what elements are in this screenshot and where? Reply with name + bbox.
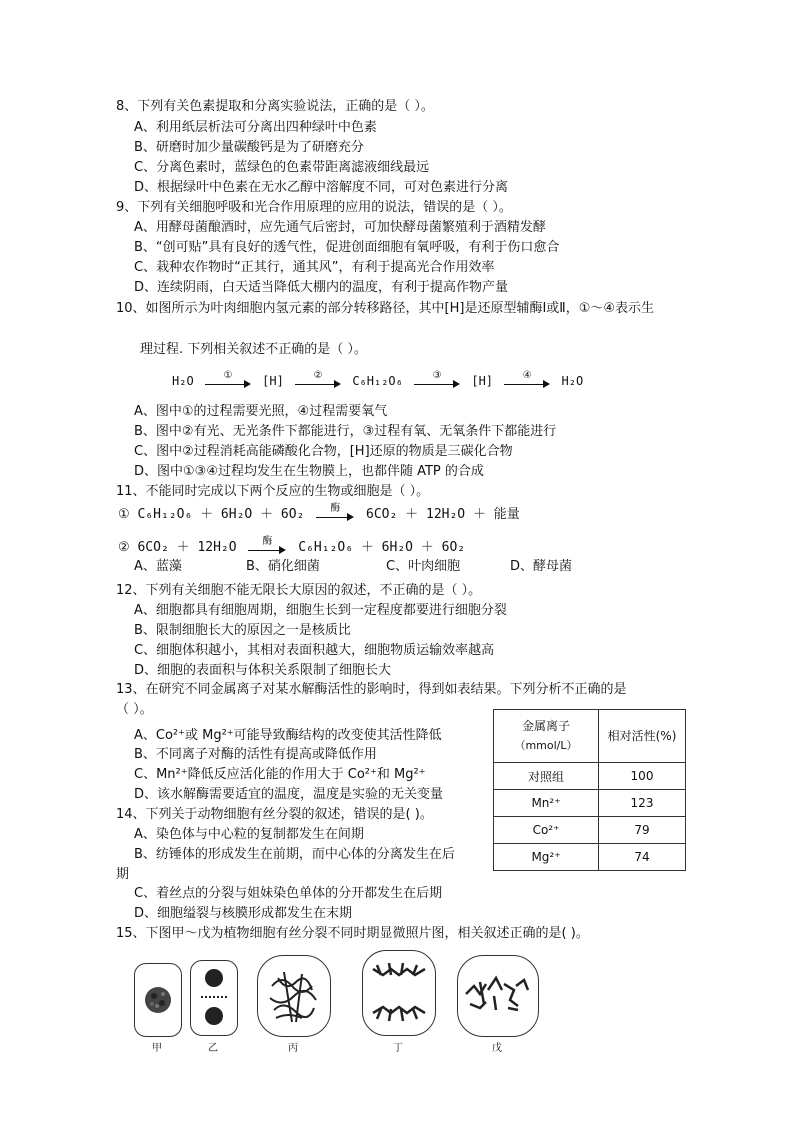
q12-stem: 12、下列有关细胞不能无限长大原因的叙述，不正确的是（ ）。	[116, 583, 482, 598]
anaphase-chromosomes-icon	[363, 951, 435, 1035]
eq2-products: C₆H₁₂O₆ ＋ 6H₂O ＋ 6O₂	[298, 540, 466, 555]
q11-equation-2	[118, 536, 465, 555]
label-bing: 丙	[288, 1043, 298, 1054]
eq1-reactants: C₆H₁₂O₆ ＋ 6H₂O ＋ 6O₂	[137, 507, 305, 522]
q11-option-a: A、蓝藻	[134, 559, 182, 574]
metaphase-chromosomes-icon	[458, 956, 538, 1036]
table-cell-ion: Co²⁺	[494, 817, 599, 844]
q10-option-c: C、图中②过程消耗高能磷酸化合物，[H]还原的物质是三碳化合物	[134, 444, 513, 459]
eq2-number: ②	[118, 540, 130, 555]
q8-stem: 8、下列有关色素提取和分离实验说法，正确的是（ ）。	[116, 99, 434, 114]
eq1-arrow	[316, 502, 354, 522]
pathway-node-h-2: [H]	[471, 374, 494, 388]
q9-option-a: A、用酵母菌酿酒时，应先通气后密封，可加快酵母菌繁殖利于酒精发酵	[134, 220, 546, 235]
micrograph-wu	[457, 955, 539, 1037]
q11-stem: 11、不能同时完成以下两个反应的生物或细胞是（ ）。	[116, 484, 430, 499]
q13-option-b: B、不同离子对酶的活性有提高或降低作用	[134, 747, 377, 762]
table-header-ion	[494, 710, 599, 763]
q13-option-a: A、Co²⁺或 Mg²⁺可能导致酶结构的改变使其活性降低	[134, 728, 442, 743]
eq1-enzyme-label: 酶	[330, 502, 341, 514]
arrow-label-3: ③	[432, 369, 442, 381]
q11-option-b: B、硝化细菌	[246, 559, 320, 574]
q10-stem-line1: 10、如图所示为叶肉细胞内氢元素的部分转移路径，其中[H]是还原型辅酶Ⅰ或Ⅱ，①～④表示生	[116, 301, 655, 316]
micrograph-ding	[362, 950, 436, 1036]
q11-option-d: D、酵母菌	[510, 559, 573, 574]
pathway-arrow-1	[205, 369, 251, 389]
q14-option-b-line1: B、纺锤体的形成发生在前期，而中心体的分离发生在后	[134, 847, 455, 862]
q12-option-a: A、细胞都具有细胞周期，细胞生长到一定程度都要进行细胞分裂	[134, 603, 507, 618]
pathway-node-h: [H]	[262, 374, 284, 388]
q13-stem-line2: （ ）。	[116, 702, 153, 717]
pathway-node-h2o: H₂O	[172, 374, 194, 388]
telophase-daughter-nuclei-icon	[191, 961, 237, 1035]
table-header-row	[494, 710, 686, 763]
table-cell-ion: Mg²⁺	[494, 844, 599, 871]
q13-option-d: D、该水解酶需要适宜的温度，温度是实验的无关变量	[134, 787, 444, 802]
q8-option-d: D、根据绿叶中色素在无水乙醇中溶解度不同，可对色素进行分离	[134, 180, 509, 195]
table-cell-ion: Mn²⁺	[494, 790, 599, 817]
prophase-chromatin-icon	[258, 956, 330, 1036]
table-row	[494, 763, 686, 790]
eq2-arrow	[248, 535, 286, 555]
header-ion-line1: 金属离子	[521, 719, 570, 733]
eq1-number: ①	[118, 507, 130, 522]
q13-option-c: C、Mn²⁺降低反应活化能的作用大于 Co²⁺和 Mg²⁺	[134, 767, 426, 782]
q12-option-c: C、细胞体积越小，其相对表面积越大，细胞物质运输效率越高	[134, 643, 495, 658]
table-cell-value: 74	[599, 844, 686, 871]
q14-stem: 14、下列关于动物细胞有丝分裂的叙述，错误的是( )。	[116, 807, 433, 822]
micrograph-jia	[134, 963, 182, 1037]
q9-option-d: D、连续阴雨，白天适当降低大棚内的温度，有利于提高作物产量	[134, 280, 509, 295]
q9-option-b: B、“创可贴”具有良好的透气性，促进创面细胞有氧呼吸，有利于伤口愈合	[134, 240, 560, 255]
q8-option-b: B、研磨时加少量碳酸钙是为了研磨充分	[134, 140, 364, 155]
q14-option-a: A、染色体与中心粒的复制都发生在间期	[134, 827, 364, 842]
q9-stem: 9、下列有关细胞呼吸和光合作用原理的应用的说法，错误的是（ ）。	[116, 200, 512, 215]
header-ion-line2: （mmol/L）	[514, 739, 578, 752]
q13-stem-line1: 13、在研究不同金属离子对某水解酶活性的影响时，得到如表结果。下列分析不正确的是	[116, 682, 627, 697]
micrograph-yi	[190, 960, 238, 1036]
q11-option-c: C、叶肉细胞	[386, 559, 461, 574]
q12-option-b: B、限制细胞长大的原因之一是核质比	[134, 623, 351, 638]
micrograph-bing	[257, 955, 331, 1037]
q8-option-a: A、利用纸层析法可分离出四种绿叶中色素	[134, 120, 377, 135]
pathway-node-h2o-2: H₂O	[561, 374, 584, 388]
label-yi: 乙	[208, 1043, 218, 1054]
q10-stem-line2: 理过程. 下列相关叙述不正确的是（ ）。	[140, 342, 367, 357]
eq1-products: 6CO₂ ＋ 12H₂O ＋ 能量	[366, 507, 520, 522]
pathway-arrow-2	[295, 369, 341, 389]
table-cell-value: 100	[599, 763, 686, 790]
q12-option-d: D、细胞的表面积与体积关系限制了细胞长大	[134, 663, 392, 678]
pathway-node-glucose: C₆H₁₂O₆	[352, 374, 403, 388]
label-jia: 甲	[152, 1043, 162, 1054]
q14-option-b-line2: 期	[116, 867, 130, 882]
table-cell-ion: 对照组	[494, 763, 599, 790]
table-header-activity: 相对活性(%)	[599, 710, 686, 763]
table-cell-value: 79	[599, 817, 686, 844]
q11-equation-1	[118, 503, 520, 522]
arrow-label-4: ④	[522, 369, 532, 381]
interphase-nucleus-icon	[135, 964, 181, 1036]
table-row	[494, 817, 686, 844]
metal-ion-activity-table	[493, 709, 686, 871]
pathway-arrow-4	[504, 369, 550, 389]
arrow-label-2: ②	[313, 369, 323, 381]
label-ding: 丁	[393, 1043, 403, 1054]
eq2-reactants: 6CO₂ ＋ 12H₂O	[137, 540, 237, 555]
arrow-label-1: ①	[223, 369, 233, 381]
table-row	[494, 844, 686, 871]
q8-option-c: C、分离色素时，蓝绿色的色素带距离滤液细线最远	[134, 160, 430, 175]
q10-option-d: D、图中①③④过程均发生在生物膜上，也都伴随 ATP 的合成	[134, 464, 484, 479]
pathway-arrow-3	[414, 369, 460, 389]
table-row	[494, 790, 686, 817]
eq2-enzyme-label: 酶	[262, 535, 273, 547]
q10-pathway-diagram	[172, 369, 584, 391]
label-wu: 戊	[492, 1043, 502, 1054]
q15-stem: 15、下图甲～戊为植物细胞有丝分裂不同时期显微照片图，相关叙述正确的是( )。	[116, 926, 589, 941]
q14-option-d: D、细胞缢裂与核膜形成都发生在末期	[134, 906, 353, 921]
q10-option-b: B、图中②有光、无光条件下都能进行，③过程有氧、无氧条件下都能进行	[134, 424, 557, 439]
q14-option-c: C、着丝点的分裂与姐妹染色单体的分开都发生在后期	[134, 886, 443, 901]
q10-option-a: A、图中①的过程需要光照，④过程需要氧气	[134, 404, 388, 419]
table-cell-value: 123	[599, 790, 686, 817]
q9-option-c: C、栽种农作物时“正其行，通其风”，有利于提高光合作用效率	[134, 260, 495, 275]
